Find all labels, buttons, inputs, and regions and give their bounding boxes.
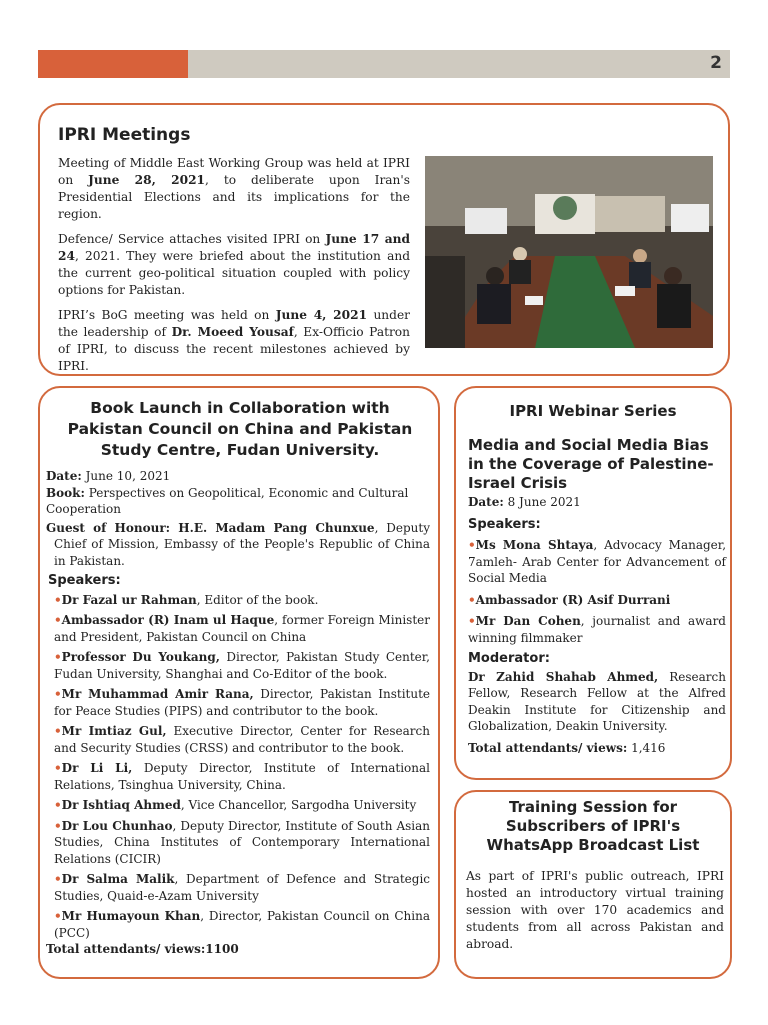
book-launch-title: Book Launch in Collaboration with Pakistan Council on China and Pakistan Study Centre, Fudan University. [67,399,413,459]
page-number: 2 [710,53,722,73]
meetings-paragraph-2 [58,231,410,299]
speaker-name: Mr Humayoun Khan [61,909,201,923]
book-title-line [46,485,430,518]
webinar-speaker [468,592,726,609]
text: , Ex-Officio Patron of IPRI, to discuss the recent milestones achieved by IPRI. [58,325,410,373]
header-accent [38,50,188,78]
bullet-icon: • [54,818,62,833]
bullet-icon: • [54,872,62,886]
meeting-date: June 4, 2021 [275,308,368,322]
meeting-date: June 28, 2021 [88,173,206,187]
meetings-paragraph-1 [58,155,410,223]
meetings-title: IPRI Meetings [58,125,191,145]
bullet-icon: • [54,687,62,701]
speaker-name: Mr Imtiaz Gul, [61,724,167,738]
speaker-item [46,723,430,756]
label: Book: [46,485,85,500]
person-name: Dr. Moeed Yousaf [171,325,294,339]
moderator-heading: Moderator: [468,651,550,666]
bullet-icon: • [54,650,62,664]
webinar-speaker [468,613,726,646]
speaker-desc: , former Foreign Minister and President, Pakistan Council on China [54,613,430,644]
text: Defence/ Service attaches visited IPRI on [58,232,326,246]
book-launch-body [46,468,430,958]
speaker-desc: , Advocacy Manager, 7amleh- Arab Center for Advancement of Social Media [468,538,727,585]
speaker-item [46,649,430,682]
speaker-desc: Executive Director, Center for Research and Security Studies (CRSS) and contributor to the book. [54,724,430,755]
speaker-name: Dr Ishtiaq Ahmed [61,798,181,812]
speaker-item [46,871,430,904]
speaker-item [46,908,430,941]
speaker-name: Dr Lou Chunhao [61,818,173,833]
bullet-icon: • [54,798,62,812]
bullet-icon: • [468,592,476,607]
speaker-item [46,686,430,719]
speaker-desc: , Vice Chancellor, Sargodha University [180,798,417,812]
speakers-heading: Speakers: [48,573,121,588]
label: Total attendants/ views: [46,942,206,956]
meetings-paragraph-3 [58,307,410,375]
label: Date: [468,495,504,509]
moderator [468,669,726,735]
book-date [46,468,430,485]
meeting-date: June 17 and 24 [58,232,410,263]
bullet-icon: • [54,724,62,738]
speaker-name: Dr Salma Malik [61,872,175,886]
speaker-item [46,818,430,868]
text: , to deliberate upon Iran's Presidential Elections and its implications for the region. [58,173,410,221]
speaker-item [46,612,430,645]
value: 1100 [205,942,239,956]
webinar-speaker [468,537,726,587]
speaker-desc: , Director, Pakistan Council on China (PCC) [54,909,430,940]
speaker-desc: , Editor of the book. [196,592,319,607]
value: 1,416 [627,740,666,755]
webinar-body [468,494,726,756]
speaker-name: Dr Fazal ur Rahman [61,592,197,607]
meetings-text [58,155,410,383]
speaker-desc: Director, Pakistan Institute for Peace Studies (PIPS) and contributor to the book. [54,687,430,718]
speaker-desc: Director, Pakistan Study Center, Fudan University, Shanghai and Co-Editor of the book. [54,650,430,681]
training-title: Training Session for Subscribers of IPRI's WhatsApp Broadcast List [486,798,700,854]
speaker-name: Professor Du Youkang, [61,650,220,664]
training-section [454,790,732,979]
speaker-desc: , Deputy Director, Institute of South Asian Studies, China Institutes of Contemporary International Relations (CICIR) [54,818,430,866]
bullet-icon: • [54,909,62,923]
speaker-desc: Deputy Director, Institute of International Relations, Tsinghua University, China. [54,761,430,792]
text: Meeting of Middle East Working Group was held at IPRI on [58,156,410,187]
training-text: As part of IPRI's public outreach, IPRI hosted an introductory virtual training session with over 170 academics and students from all across Pakistan and abroad. [466,869,724,951]
speaker-name: Ms Mona Shtaya [475,538,594,552]
value: Perspectives on Geopolitical, Economic and Cultural Cooperation [46,485,409,516]
speaker-item [46,760,430,793]
header-bar [38,50,730,78]
speaker-item [46,592,430,609]
moderator-desc: Research Fellow, Research Fellow at the Alfred Deakin Institute for Citizenship and Globalization, Deakin University. [468,669,726,733]
meeting-photo-illustration [425,156,713,348]
speaker-name: Dr Li Li, [61,761,133,775]
book-total-views [46,941,430,958]
value: 8 June 2021 [503,495,581,509]
meeting-photo [425,156,713,348]
bullet-icon: • [468,614,476,628]
speaker-name: Mr Dan Cohen [475,614,581,628]
speaker-name: Ambassador (R) Inam ul Haque [61,613,275,627]
moderator-name: Dr Zahid Shahab Ahmed, [468,669,659,684]
speaker-name: Ambassador (R) Asif Durrani [475,592,671,607]
speaker-desc: , journalist and award winning filmmaker [468,614,726,645]
guest-of-honour [46,520,430,570]
speaker-name: Mr Muhammad Amir Rana, [61,687,254,701]
webinar-title: IPRI Webinar Series [509,402,677,420]
bullet-icon: • [54,592,62,607]
bullet-icon: • [54,761,62,775]
speaker-list [46,592,430,942]
bullet-icon: • [54,613,62,627]
text: IPRI’s BoG meeting was held on [58,308,276,322]
speaker-item [46,797,430,814]
text: , 2021. They were briefed about the institution and the current geo-political situation coupled with policy options for Pakistan. [58,249,410,297]
value: June 10, 2021 [81,469,171,483]
label: Guest of Honour: H.E. Madam Pang Chunxue [46,520,375,535]
value: , Deputy Chief of Mission, Embassy of the People's Republic of China in Pakistan. [54,520,430,568]
webinar-subtitle: Media and Social Media Bias in the Coverage of Palestine-Israel Crisis [468,436,714,492]
text: under the leadership of [58,308,411,339]
webinar-total-views [468,740,726,757]
meetings-section [38,103,730,376]
label: Total attendants/ views: [468,740,628,755]
webinar-date [468,494,726,511]
speaker-desc: , Department of Defence and Strategic Studies, Quaid-e-Azam University [54,872,431,903]
bullet-icon: • [468,538,476,552]
webinar-section [454,386,732,780]
book-launch-section [38,386,440,979]
webinar-speakers-heading: Speakers: [468,516,541,532]
label: Date: [46,469,82,483]
